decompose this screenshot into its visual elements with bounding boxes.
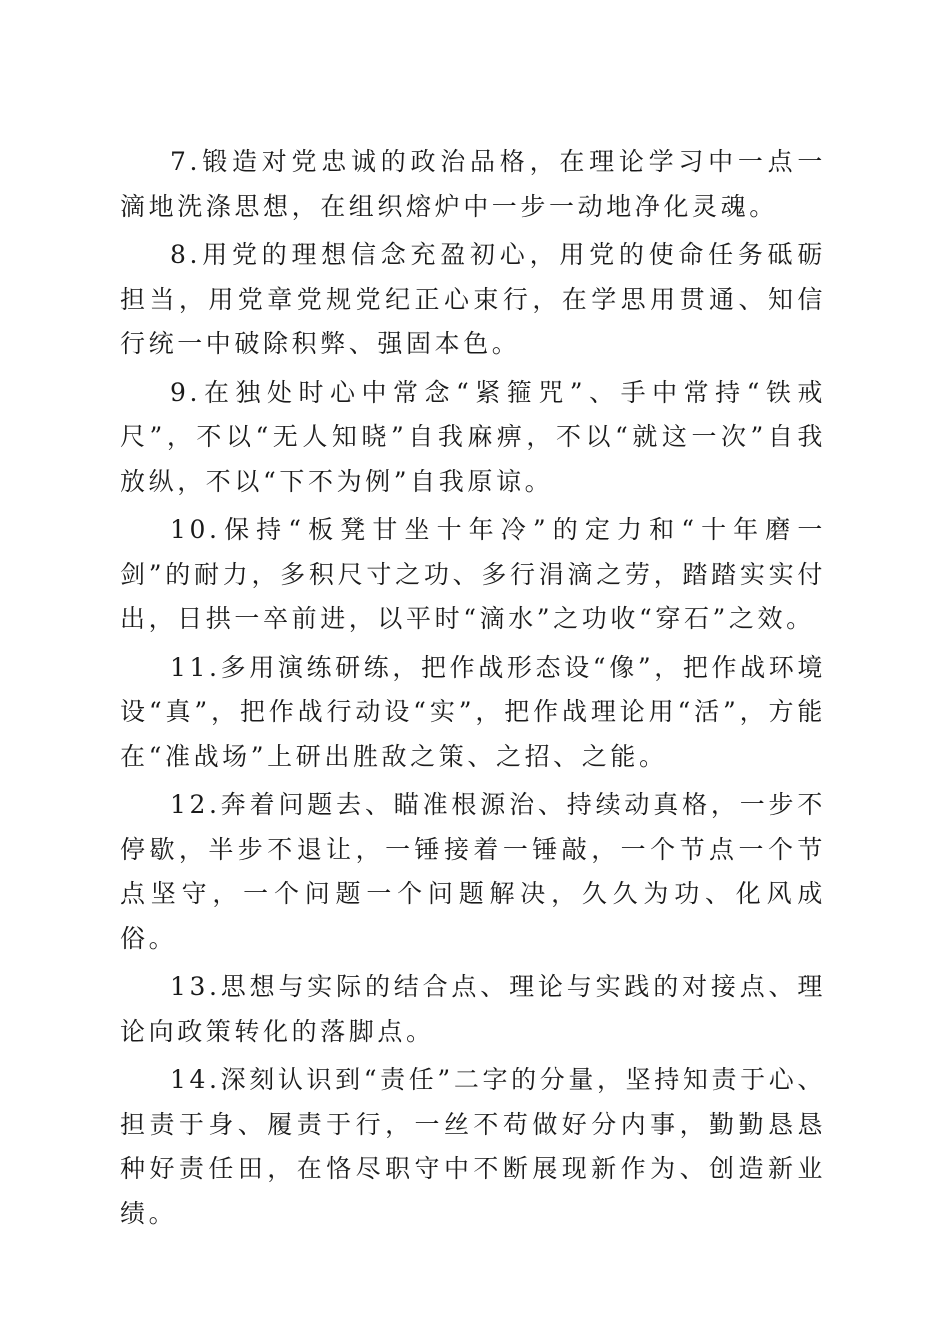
- paragraph-8: 8.用党的理想信念充盈初心，用党的使命任务砥砺担当，用党章党规党纪正心束行，在学思用贯通、知信行统一中破除积弊、强固本色。: [120, 240, 826, 358]
- paragraph-11: 11.多用演练研练，把作战形态设“像”，把作战环境设“真”，把作战行动设“实”，把作战理论用“活”，方能在“准战场”上研出胜敌之策、之招、之能。: [120, 652, 826, 771]
- paragraph-7: 7.锻造对党忠诚的政治品格，在理论学习中一点一滴地洗涤思想，在组织熔炉中一步一动地净化灵魂。: [120, 147, 826, 221]
- paragraph-10: 10.保持“板凳甘坐十年冷”的定力和“十年磨一剑”的耐力，多积尺寸之功、多行涓滴之劳，踏踏实实付出，日拱一卒前进，以平时“滴水”之功收“穿石”之效。: [120, 515, 826, 633]
- document-body: [120, 140, 826, 1240]
- paragraph-14: 14.深刻认识到“责任”二字的分量，坚持知责于心、担责于身、履责于行，一丝不苟做好分内事，勤勤恳恳种好责任田，在恪尽职守中不断展现新作为、创造新业绩。: [120, 1065, 826, 1228]
- paragraph-9: 9.在独处时心中常念“紧箍咒”、手中常持“铁戒尺”，不以“无人知晓”自我麻痹，不以“就这一次”自我放纵，不以“下不为例”自我原谅。: [120, 377, 826, 496]
- paragraph-12: 12.奔着问题去、瞄准根源治、持续动真格，一步不停歇，半步不退让，一锤接着一锤敲，一个节点一个节点坚守，一个问题一个问题解决，久久为功、化风成俗。: [120, 790, 826, 953]
- paragraph-13: 13.思想与实际的结合点、理论与实践的对接点、理论向政策转化的落脚点。: [120, 972, 826, 1046]
